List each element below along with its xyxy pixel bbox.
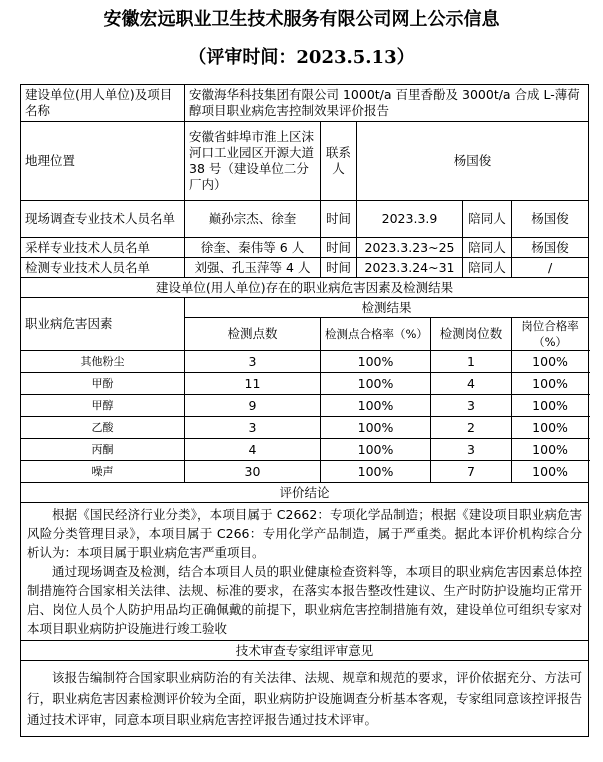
unit-row [21,85,589,122]
post-rate: 100% [512,417,589,439]
sampling-accomp: 杨国俊 [512,238,589,258]
location-label: 地理位置 [21,122,185,201]
factor-name: 乙酸 [21,417,185,439]
results-header: 检测结果 [185,298,589,318]
factor-name: 甲醇 [21,395,185,417]
conclusion-title-row [21,483,589,503]
posts: 4 [431,373,512,395]
survey-accomp: 杨国俊 [512,201,589,238]
posts: 2 [431,417,512,439]
points: 3 [185,417,321,439]
point-rate: 100% [321,373,431,395]
contact-value: 杨国俊 [357,122,589,201]
table-row [21,373,589,395]
table-row [21,395,589,417]
survey-time-label: 时间 [321,201,357,238]
survey-time: 2023.3.9 [357,201,463,238]
testing-label: 检测专业技术人员名单 [21,258,185,278]
testing-time-label: 时间 [321,258,357,278]
point-rate: 100% [321,351,431,373]
hazard-section-row [21,278,589,298]
sampling-time-label: 时间 [321,238,357,258]
hazard-section-title: 建设单位(用人单位)存在的职业病危害因素及检测结果 [21,278,589,298]
factor-header: 职业病危害因素 [21,298,185,351]
location-row [21,122,589,201]
points: 3 [185,351,321,373]
post-rate: 100% [512,461,589,483]
disclosure-table [20,84,589,737]
contact-label: 联系人 [321,122,357,201]
point-rate: 100% [321,439,431,461]
point-rate: 100% [321,417,431,439]
factor-name: 甲酚 [21,373,185,395]
factor-name: 丙酮 [21,439,185,461]
location-value: 安徽省蚌埠市淮上区沫河口工业园区开源大道 38 号（建设单位二分厂内） [185,122,321,201]
table-row [21,417,589,439]
points: 4 [185,439,321,461]
testing-time: 2023.3.24~31 [357,258,463,278]
posts: 3 [431,395,512,417]
post-rate: 100% [512,395,589,417]
review-row [21,661,589,737]
conclusion-title: 评价结论 [21,483,589,503]
testing-accomp-label: 陪同人 [463,258,512,278]
points: 9 [185,395,321,417]
table-row [21,351,589,373]
posts: 7 [431,461,512,483]
testing-names: 刘强、孔玉萍等 4 人 [185,258,321,278]
points: 11 [185,373,321,395]
survey-row [21,201,589,238]
page-title: 安徽宏远职业卫生技术服务有限公司网上公示信息 [103,9,500,30]
col-posts: 检测岗位数 [431,318,512,351]
point-rate: 100% [321,395,431,417]
survey-label: 现场调查专业技术人员名单 [21,201,185,238]
review-title-row [21,641,589,661]
points: 30 [185,461,321,483]
unit-value: 安徽海华科技集团有限公司 1000t/a 百里香酚及 3000t/a 合成 L-薄荷醇项目职业病危害控制效果评价报告 [185,85,589,122]
table-row [21,439,589,461]
hazard-header-row [21,298,589,318]
survey-accomp-label: 陪同人 [463,201,512,238]
posts: 1 [431,351,512,373]
review-time: （评审时间：2023.5.13） [188,47,415,68]
sampling-time: 2023.3.23~25 [357,238,463,258]
post-rate: 100% [512,373,589,395]
sampling-row [21,238,589,258]
col-points: 检测点数 [185,318,321,351]
conclusion-para-1: 根据《国民经济行业分类》，本项目属于 C2662：专项化学品制造；根据《建设项目职业病危害风险分类管理目录》，本项目属于 C266：专用化学产品制造，属于严重类。据此本评价机构综合分析认为：本项目属于职业病危害严重项目。 [27,507,583,560]
sampling-accomp-label: 陪同人 [463,238,512,258]
col-point-rate: 检测点合格率（%） [321,318,431,351]
survey-names: 巅孙宗杰、徐奎 [185,201,321,238]
point-rate: 100% [321,461,431,483]
conclusion-para-2: 通过现场调查及检测，结合本项目人员的职业健康检查资料等，本项目的职业病危害因素总体控制措施符合国家相关法律、法规、标准的要求，在落实本报告整改性建议、生产时防护设施均正常开启、岗位人员个人防护用品均正确佩戴的前提下，职业病危害控制措施有效，建设单位可组织专家对本项目职业病防护设施进行竣工验收 [27,564,583,636]
review-title: 技术审查专家组评审意见 [21,641,589,661]
factor-name: 其他粉尘 [21,351,185,373]
table-row [21,461,589,483]
col-post-rate: 岗位合格率（%） [512,318,589,351]
sampling-names: 徐奎、秦伟等 6 人 [185,238,321,258]
posts: 3 [431,439,512,461]
sampling-label: 采样专业技术人员名单 [21,238,185,258]
review-text: 该报告编制符合国家职业病防治的有关法律、法规、规章和规范的要求，评价依据充分、方法可行，职业病危害因素检测评价较为全面，职业病防护设施调查分析基本客观，专家组同意该控评报告通过技术评审，同意本项目职业病危害控评报告通过技术评审。 [21,661,589,737]
unit-label: 建设单位(用人单位)及项目名称 [21,85,185,122]
post-rate: 100% [512,351,589,373]
post-rate: 100% [512,439,589,461]
conclusion-row [21,503,589,641]
conclusion-text [21,503,589,641]
testing-accomp: / [512,258,589,278]
testing-row [21,258,589,278]
factor-name: 噪声 [21,461,185,483]
